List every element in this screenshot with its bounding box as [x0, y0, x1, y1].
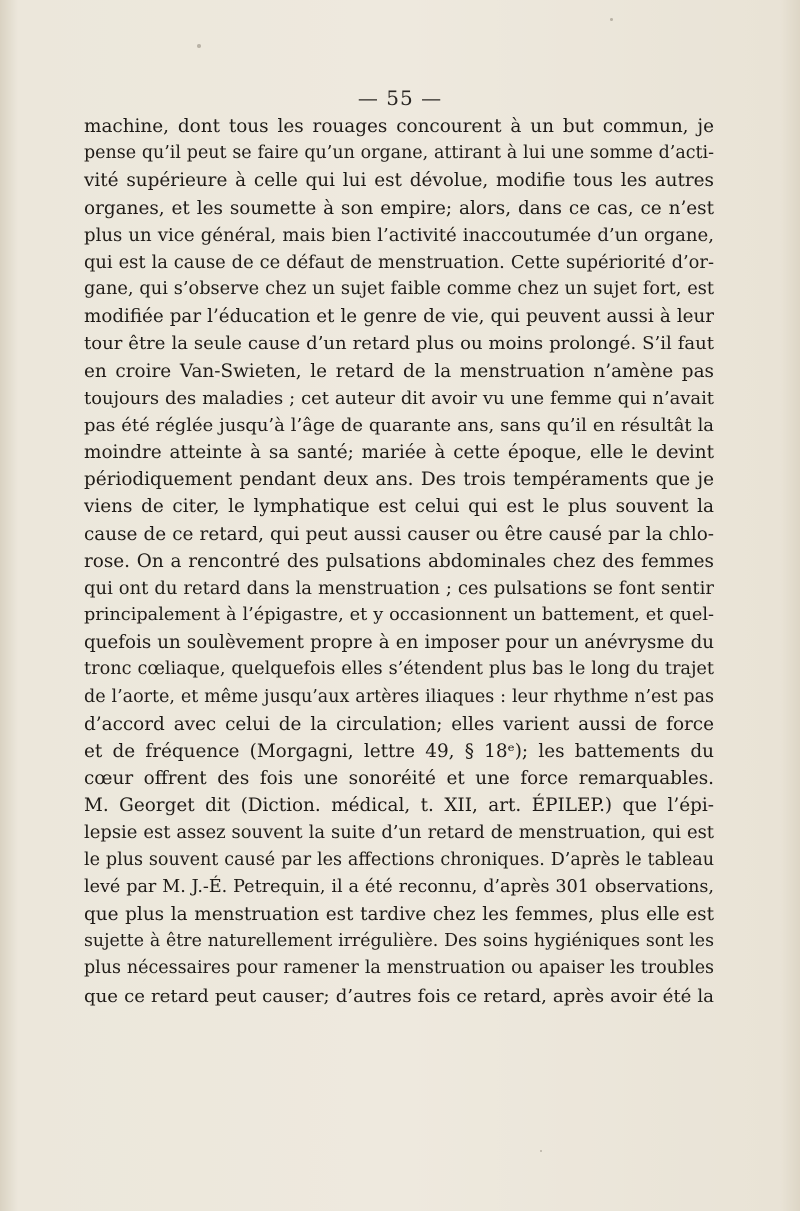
text-line: tronc cœliaque, quelquefois elles s’étendent plus bas le long du trajet: [84, 659, 714, 680]
text-line: et de fréquence (Morgagni, lettre 49, § 18ᵉ); les battements du: [84, 740, 714, 762]
text-line: que ce retard peut causer; d’autres fois ce retard, après avoir été la: [84, 985, 714, 1007]
text-line: pas été réglée jusqu’à l’âge de quarante ans, sans qu’il en résultât la: [84, 414, 714, 436]
paper-speck: [197, 44, 201, 48]
text-line: de l’aorte, et même jusqu’aux artères iliaques : leur rhythme n’est pas: [84, 686, 714, 707]
text-line: viens de citer, le lymphatique est celui qui est le plus souvent la: [84, 496, 714, 518]
text-line: organes, et les soumette à son empire; alors, dans ce cas, ce n’est: [84, 197, 714, 219]
text-line: qui est la cause de ce défaut de menstruation. Cette supériorité d’or-: [84, 251, 714, 273]
text-line: rose. On a rencontré des pulsations abdominales chez des femmes: [84, 550, 714, 572]
text-line: qui ont du retard dans la menstruation ; ces pulsations se font sentir: [84, 577, 714, 599]
body-text: [84, 113, 714, 1010]
text-line: moindre atteinte à sa santé; mariée à cette époque, elle le devint: [84, 442, 714, 464]
text-line: le plus souvent causé par les affections chroniques. D’après le tableau: [84, 849, 714, 870]
text-line: tour être la seule cause d’un retard plus ou moins prolongé. S’il faut: [84, 333, 714, 355]
text-line: vité supérieure à celle qui lui est dévolue, modifie tous les autres: [84, 170, 714, 192]
text-line: levé par M. J.-É. Petrequin, il a été reconnu, d’après 301 observations,: [84, 876, 714, 897]
text-line: cœur offrent des fois une sonoréité et une force remarquables.: [84, 768, 714, 790]
text-line: cause de ce retard, qui peut aussi causer ou être causé par la chlo-: [84, 523, 714, 545]
page-number: — 55 —: [357, 86, 443, 110]
text-line: machine, dont tous les rouages concourent à un but commun, je: [84, 116, 714, 137]
text-line: pense qu’il peut se faire qu’un organe, attirant à lui une somme d’acti-: [84, 143, 714, 164]
text-line: plus un vice général, mais bien l’activité inaccoutumée d’un organe,: [84, 224, 714, 246]
text-line: M. Georget dit (Diction. médical, t. XII, art. ÉPILEP.) que l’épi-: [84, 795, 714, 817]
text-line: quefois un soulèvement propre à en imposer pour un anévrysme du: [84, 632, 714, 654]
text-line: en croire Van-Swieten, le retard de la menstruation n’amène pas: [84, 360, 714, 382]
text-line: toujours des maladies ; cet auteur dit avoir vu une femme qui n’avait: [84, 387, 714, 409]
text-line: gane, qui s’observe chez un sujet faible comme chez un sujet fort, est: [84, 279, 714, 300]
text-line: d’accord avec celui de la circulation; elles varient aussi de force: [84, 713, 714, 735]
paper-speck: [610, 18, 613, 21]
text-line: plus nécessaires pour ramener la menstruation ou apaiser les troubles: [84, 958, 714, 979]
text-line: périodiquement pendant deux ans. Des trois tempéraments que je: [84, 469, 714, 491]
text-line: principalement à l’épigastre, et y occasionnent un battement, et quel-: [84, 605, 714, 626]
paper-speck: [540, 1150, 542, 1152]
text-line: modifiée par l’éducation et le genre de vie, qui peuvent aussi à leur: [84, 306, 714, 328]
text-line: sujette à être naturellement irrégulière. Des soins hygiéniques sont les: [84, 931, 714, 952]
text-line: que plus la menstruation est tardive chez les femmes, plus elle est: [84, 903, 714, 925]
text-line: lepsie est assez souvent la suite d’un retard de menstruation, qui est: [84, 822, 714, 844]
